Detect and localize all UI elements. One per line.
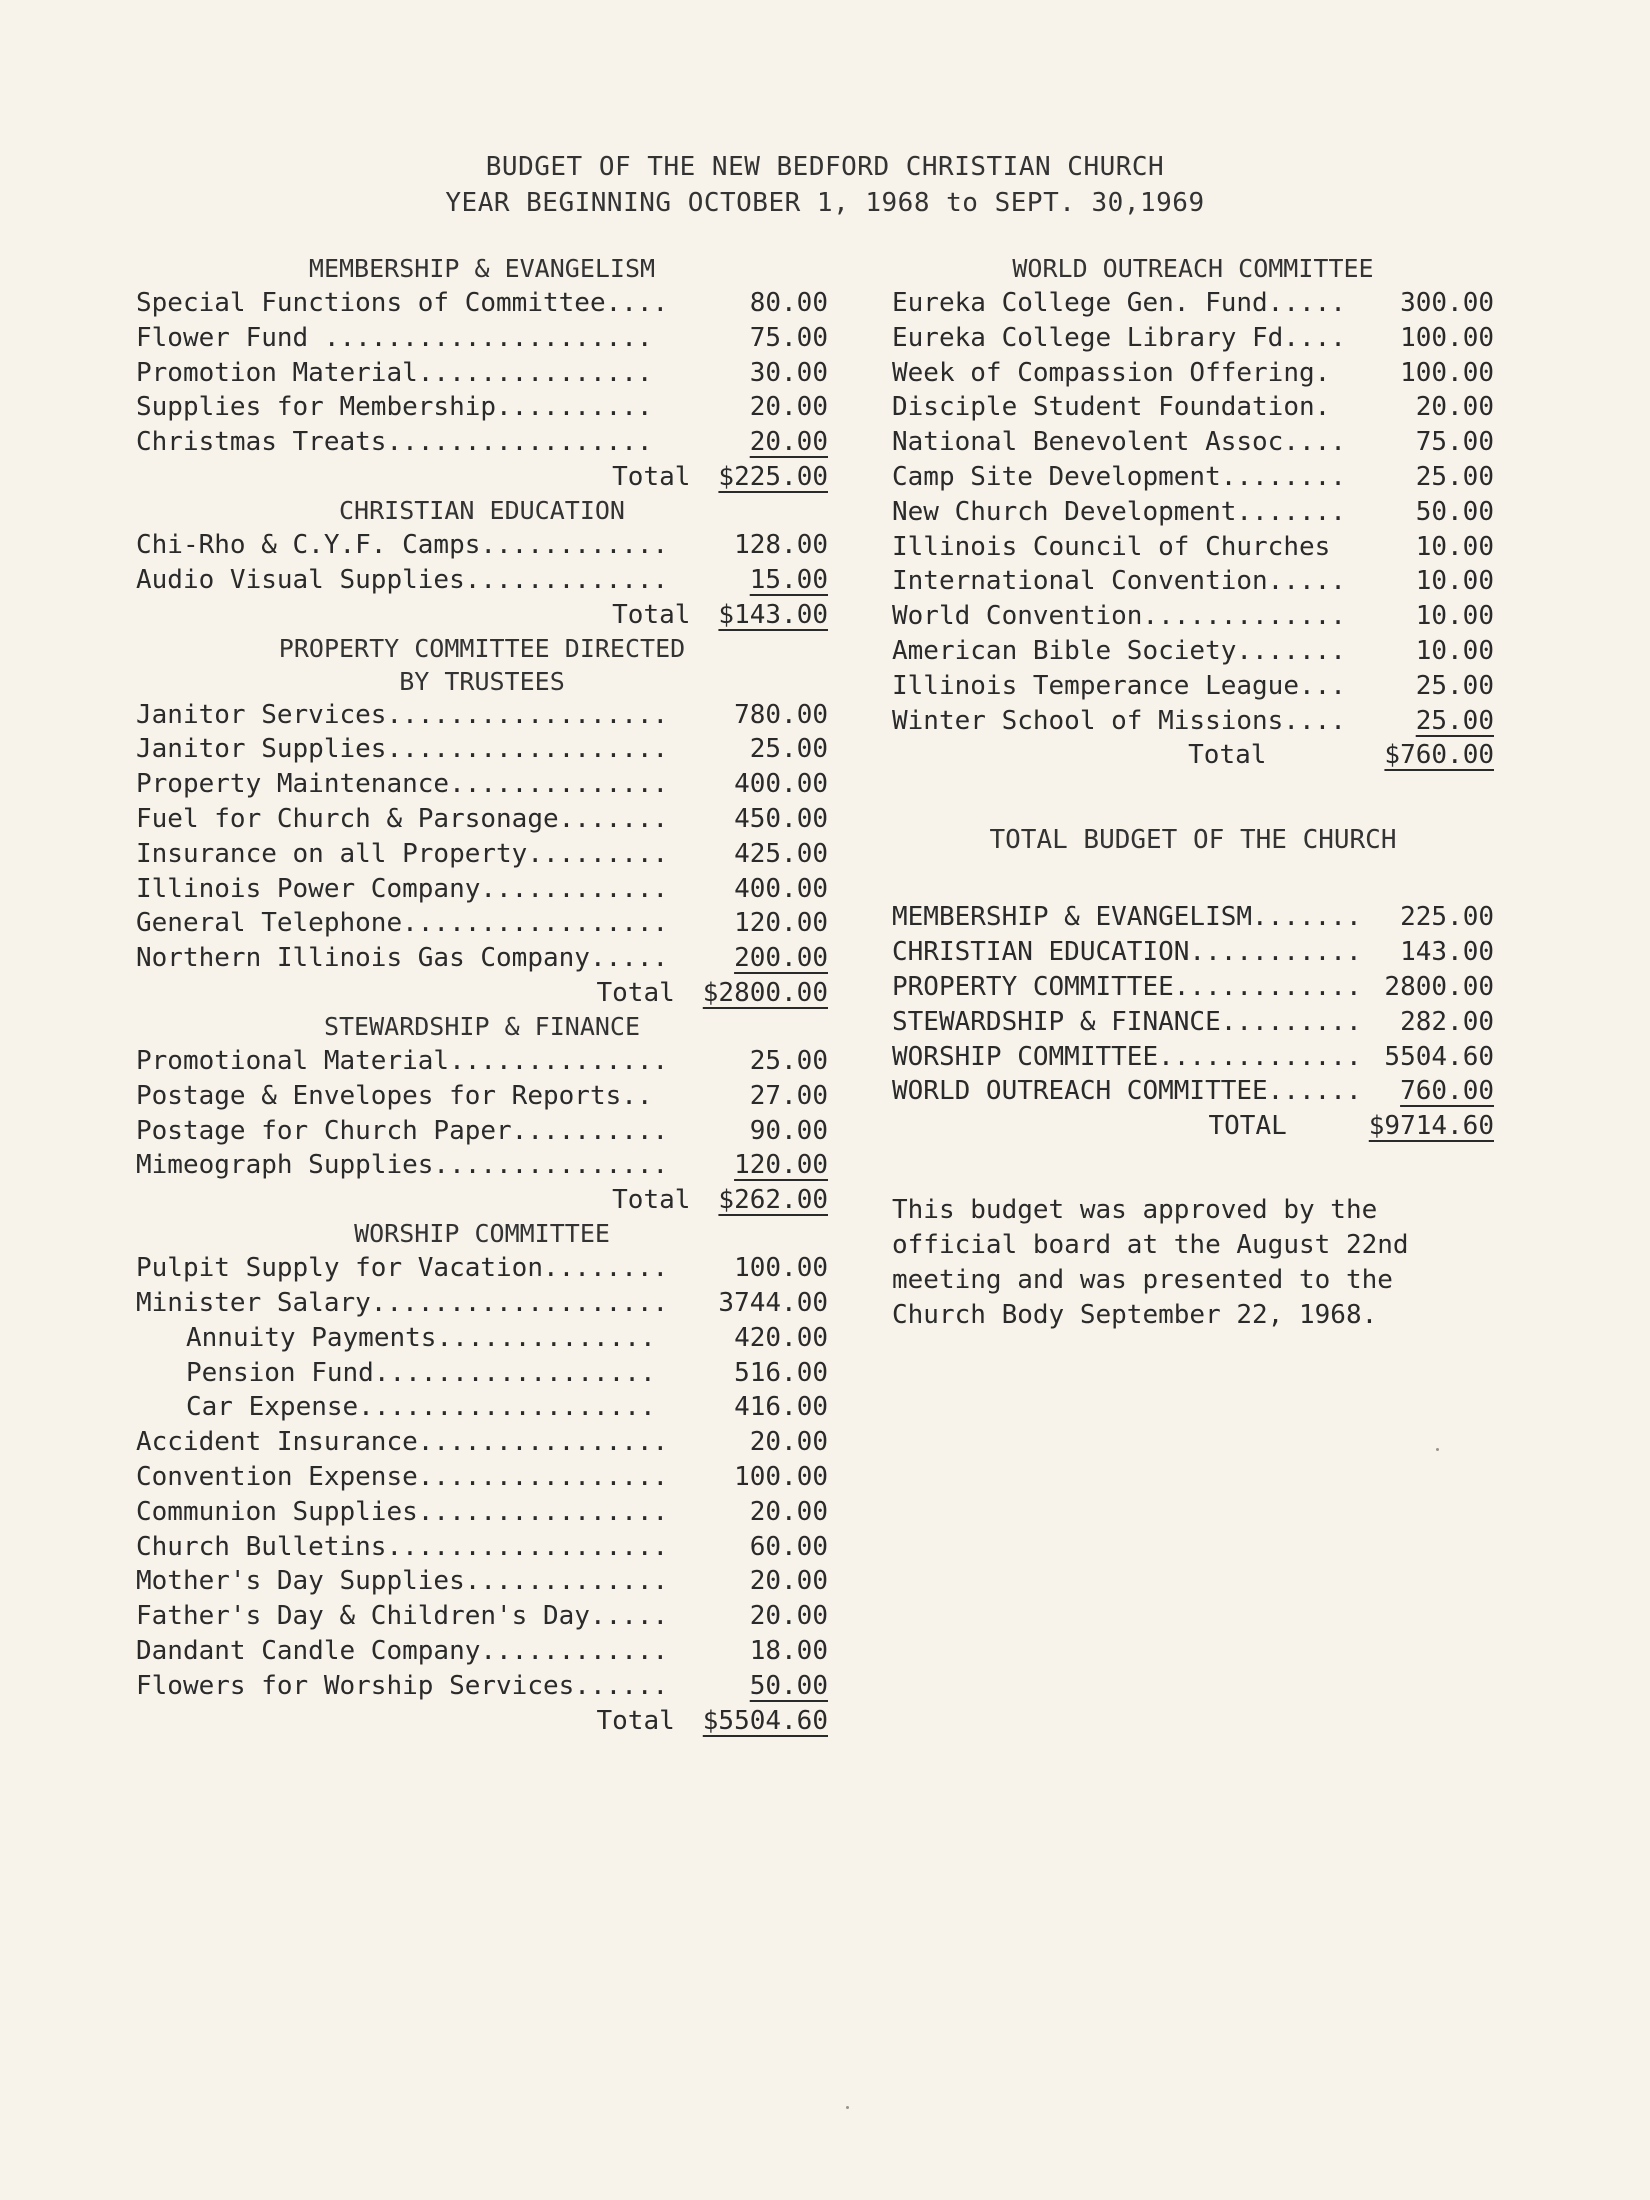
item-amount: 120.00 <box>734 908 828 939</box>
item-label: Mimeograph Supplies............... <box>136 1150 669 1181</box>
item-label: Postage & Envelopes for Reports.. <box>136 1080 653 1111</box>
item-amount: 75.00 <box>749 322 828 353</box>
total-amount: $2800.00 <box>702 977 828 1008</box>
right-column <box>892 252 1494 1333</box>
item-amount: 60.00 <box>749 1531 828 1562</box>
budget-section <box>136 1217 828 1737</box>
item-label: Supplies for Membership.......... <box>136 392 653 423</box>
total-amount: $9714.60 <box>1368 1111 1494 1142</box>
section-items <box>136 528 828 598</box>
item-label: Northern Illinois Gas Company..... <box>136 943 669 974</box>
item-label: Eureka College Gen. Fund..... <box>892 288 1346 318</box>
item-label: General Telephone................. <box>136 908 669 939</box>
item-label: Accident Insurance................ <box>136 1427 669 1458</box>
item-amount: 18.00 <box>749 1635 828 1666</box>
line-item <box>892 704 1494 739</box>
item-label: Week of Compassion Offering. <box>892 357 1331 388</box>
item-label: Christmas Treats................. <box>136 427 653 458</box>
item-label: Camp Site Development........ <box>892 461 1346 492</box>
line-item <box>892 286 1494 321</box>
line-item <box>136 732 828 767</box>
document-subtitle: YEAR BEGINNING OCTOBER 1, 1968 to SEPT. 30,1969 <box>445 188 1205 218</box>
item-label: Promotion Material............... <box>136 357 653 388</box>
item-amount: 15.00 <box>749 564 828 595</box>
item-label: Pension Fund.................. <box>186 1357 656 1388</box>
line-item <box>892 900 1494 935</box>
item-amount: 25.00 <box>1415 670 1494 701</box>
item-label: WORSHIP COMMITTEE............. <box>892 1041 1362 1072</box>
item-amount: 3744.00 <box>718 1287 828 1318</box>
line-item <box>136 1495 828 1530</box>
item-amount: 100.00 <box>734 1461 828 1492</box>
line-item <box>136 1390 828 1425</box>
item-label: Dandant Candle Company............ <box>136 1635 669 1666</box>
item-amount: 300.00 <box>1400 288 1494 318</box>
item-amount: 400.00 <box>734 873 828 904</box>
line-item <box>892 564 1494 599</box>
line-item <box>892 1005 1494 1040</box>
item-amount: 5504.60 <box>1384 1041 1494 1072</box>
line-item <box>136 906 828 941</box>
item-amount: 200.00 <box>734 943 828 974</box>
summary-items <box>892 900 1494 1109</box>
line-item <box>892 356 1494 391</box>
total-amount: $760.00 <box>1384 740 1494 771</box>
item-amount: 50.00 <box>749 1670 828 1701</box>
line-item <box>136 321 828 356</box>
line-item <box>892 321 1494 356</box>
line-item <box>892 390 1494 425</box>
line-item <box>136 1564 828 1599</box>
item-label: Annuity Payments.............. <box>186 1322 656 1353</box>
section-total <box>136 1183 828 1217</box>
line-item <box>136 941 828 976</box>
item-label: Insurance on all Property......... <box>136 838 669 869</box>
item-amount: 25.00 <box>1415 705 1494 736</box>
item-label: Eureka College Library Fd.... <box>892 322 1346 353</box>
item-label: CHRISTIAN EDUCATION........... <box>892 937 1362 968</box>
total-label: Total <box>612 599 691 630</box>
total-amount: $225.00 <box>718 461 828 492</box>
line-item <box>136 1634 828 1669</box>
item-amount: 20.00 <box>749 1496 828 1527</box>
item-amount: 2800.00 <box>1384 971 1494 1002</box>
section-total <box>136 1704 828 1738</box>
total-label: Total <box>612 461 691 492</box>
line-item <box>892 495 1494 530</box>
line-item <box>136 872 828 907</box>
line-item <box>892 1074 1494 1109</box>
paper-speck <box>846 2106 849 2109</box>
budget-section <box>136 1010 828 1217</box>
section-total <box>136 598 828 632</box>
item-amount: 30.00 <box>749 357 828 388</box>
section-title: WORLD OUTREACH COMMITTEE <box>1012 254 1374 283</box>
item-amount: 120.00 <box>734 1150 828 1181</box>
world-outreach-items <box>892 286 1494 738</box>
line-item <box>892 669 1494 704</box>
section-title: PROPERTY COMMITTEE DIRECTED BY TRUSTEES <box>278 633 686 696</box>
line-item <box>892 530 1494 565</box>
item-label: International Convention..... <box>892 566 1346 597</box>
section-items <box>136 286 828 460</box>
line-item <box>136 1044 828 1079</box>
item-amount: 425.00 <box>734 838 828 869</box>
line-item <box>136 1425 828 1460</box>
total-label: Total <box>612 1185 691 1216</box>
budget-section <box>136 632 828 1010</box>
item-amount: 225.00 <box>1400 902 1494 933</box>
item-amount: 100.00 <box>1400 357 1494 388</box>
budget-section <box>136 252 828 494</box>
line-item <box>892 935 1494 970</box>
line-item <box>136 286 828 321</box>
item-label: Flowers for Worship Services...... <box>136 1670 669 1701</box>
section-items <box>136 1251 828 1703</box>
item-amount: 20.00 <box>749 1566 828 1597</box>
line-item <box>136 1286 828 1321</box>
item-label: Promotional Material.............. <box>136 1045 669 1076</box>
total-label: TOTAL <box>1208 1111 1287 1142</box>
item-label: PROPERTY COMMITTEE............ <box>892 971 1362 1002</box>
line-item <box>892 599 1494 634</box>
summary-title: TOTAL BUDGET OF THE CHURCH <box>989 825 1397 856</box>
line-item <box>136 1460 828 1495</box>
paper-speck <box>1436 1448 1439 1451</box>
item-label: Convention Expense................ <box>136 1461 669 1492</box>
item-label: Illinois Temperance League... <box>892 670 1346 701</box>
line-item <box>136 802 828 837</box>
item-label: Property Maintenance.............. <box>136 769 669 800</box>
item-label: Fuel for Church & Parsonage....... <box>136 803 669 834</box>
total-amount: $5504.60 <box>702 1705 828 1736</box>
line-item <box>136 563 828 598</box>
item-label: Illinois Power Company............ <box>136 873 669 904</box>
left-column <box>136 252 828 1738</box>
item-label: Chi-Rho & C.Y.F. Camps............ <box>136 529 669 560</box>
line-item <box>136 837 828 872</box>
line-item <box>892 1040 1494 1075</box>
item-amount: 50.00 <box>1415 496 1494 527</box>
item-label: Flower Fund ..................... <box>136 322 653 353</box>
item-amount: 25.00 <box>749 1045 828 1076</box>
line-item <box>892 634 1494 669</box>
item-label: Pulpit Supply for Vacation........ <box>136 1253 669 1284</box>
document-title: BUDGET OF THE NEW BEDFORD CHRISTIAN CHURCH <box>485 152 1165 182</box>
item-amount: 282.00 <box>1400 1006 1494 1037</box>
world-outreach-section <box>892 252 1494 772</box>
item-label: Illinois Council of Churches <box>892 531 1331 562</box>
item-amount: 400.00 <box>734 769 828 800</box>
line-item <box>892 970 1494 1005</box>
item-amount: 10.00 <box>1415 635 1494 666</box>
item-amount: 10.00 <box>1415 601 1494 632</box>
grand-total <box>892 1109 1494 1143</box>
item-amount: 143.00 <box>1400 937 1494 968</box>
item-amount: 20.00 <box>749 1601 828 1632</box>
item-label: STEWARDSHIP & FINANCE......... <box>892 1006 1362 1037</box>
approval-note: This budget was approved by the official board at the August 22nd meeting and was presented to the Church Body September 22, 1968. <box>892 1195 1409 1331</box>
item-amount: 25.00 <box>1415 461 1494 492</box>
item-amount: 416.00 <box>734 1392 828 1423</box>
line-item <box>136 698 828 733</box>
line-item <box>136 1114 828 1149</box>
line-item <box>136 767 828 802</box>
item-label: Disciple Student Foundation. <box>892 392 1331 423</box>
item-amount: 760.00 <box>1400 1076 1494 1107</box>
section-total <box>136 976 828 1010</box>
item-amount: 780.00 <box>734 699 828 730</box>
item-label: National Benevolent Assoc.... <box>892 427 1346 458</box>
section-total <box>892 738 1494 772</box>
item-label: New Church Development....... <box>892 496 1346 527</box>
item-amount: 27.00 <box>749 1080 828 1111</box>
line-item <box>136 1530 828 1565</box>
section-title: WORSHIP COMMITTEE <box>354 1219 610 1249</box>
line-item <box>136 1599 828 1634</box>
line-item <box>136 1079 828 1114</box>
line-item <box>136 1148 828 1183</box>
section-items <box>136 698 828 976</box>
item-amount: 20.00 <box>749 427 828 458</box>
line-item <box>136 356 828 391</box>
item-amount: 90.00 <box>749 1115 828 1146</box>
section-title: MEMBERSHIP & EVANGELISM <box>308 254 656 283</box>
item-label: Janitor Supplies.................. <box>136 734 669 765</box>
line-item <box>136 390 828 425</box>
section-total <box>136 460 828 494</box>
item-label: American Bible Society....... <box>892 635 1346 666</box>
total-amount: $143.00 <box>718 599 828 630</box>
item-label: Minister Salary................... <box>136 1287 669 1318</box>
item-amount: 10.00 <box>1415 531 1494 562</box>
line-item <box>136 1356 828 1391</box>
line-item <box>136 1321 828 1356</box>
total-budget-section <box>892 820 1494 1143</box>
item-amount: 100.00 <box>734 1253 828 1284</box>
item-amount: 25.00 <box>749 734 828 765</box>
line-item <box>136 1251 828 1286</box>
item-label: World Convention............. <box>892 601 1346 632</box>
item-amount: 420.00 <box>734 1322 828 1353</box>
line-item <box>892 425 1494 460</box>
item-label: MEMBERSHIP & EVANGELISM....... <box>892 902 1362 933</box>
item-amount: 20.00 <box>749 392 828 423</box>
line-item <box>892 460 1494 495</box>
item-label: WORLD OUTREACH COMMITTEE...... <box>892 1076 1362 1107</box>
item-label: Janitor Services.................. <box>136 699 669 730</box>
item-label: Special Functions of Committee.... <box>136 288 669 318</box>
total-label: Total <box>1188 740 1267 771</box>
line-item <box>136 1669 828 1704</box>
total-label: Total <box>596 977 675 1008</box>
total-label: Total <box>596 1705 675 1736</box>
item-amount: 75.00 <box>1415 427 1494 458</box>
section-title: CHRISTIAN EDUCATION <box>339 495 625 525</box>
item-label: Audio Visual Supplies............. <box>136 564 669 595</box>
item-label: Father's Day & Children's Day..... <box>136 1601 669 1632</box>
item-amount: 128.00 <box>734 529 828 560</box>
item-label: Car Expense................... <box>186 1392 656 1423</box>
section-items <box>136 1044 828 1183</box>
item-amount: 20.00 <box>1415 392 1494 423</box>
budget-section <box>136 494 828 632</box>
section-title: STEWARDSHIP & FINANCE <box>323 1011 641 1041</box>
item-label: Church Bulletins.................. <box>136 1531 669 1562</box>
item-label: Postage for Church Paper.......... <box>136 1115 669 1146</box>
item-label: Winter School of Missions.... <box>892 705 1346 736</box>
item-amount: 100.00 <box>1400 322 1494 353</box>
item-label: Communion Supplies................ <box>136 1496 669 1527</box>
item-amount: 80.00 <box>749 288 828 318</box>
line-item <box>136 425 828 460</box>
item-amount: 10.00 <box>1415 566 1494 597</box>
line-item <box>136 528 828 563</box>
item-label: Mother's Day Supplies............. <box>136 1566 669 1597</box>
total-amount: $262.00 <box>718 1185 828 1216</box>
item-amount: 450.00 <box>734 803 828 834</box>
item-amount: 20.00 <box>749 1427 828 1458</box>
item-amount: 516.00 <box>734 1357 828 1388</box>
